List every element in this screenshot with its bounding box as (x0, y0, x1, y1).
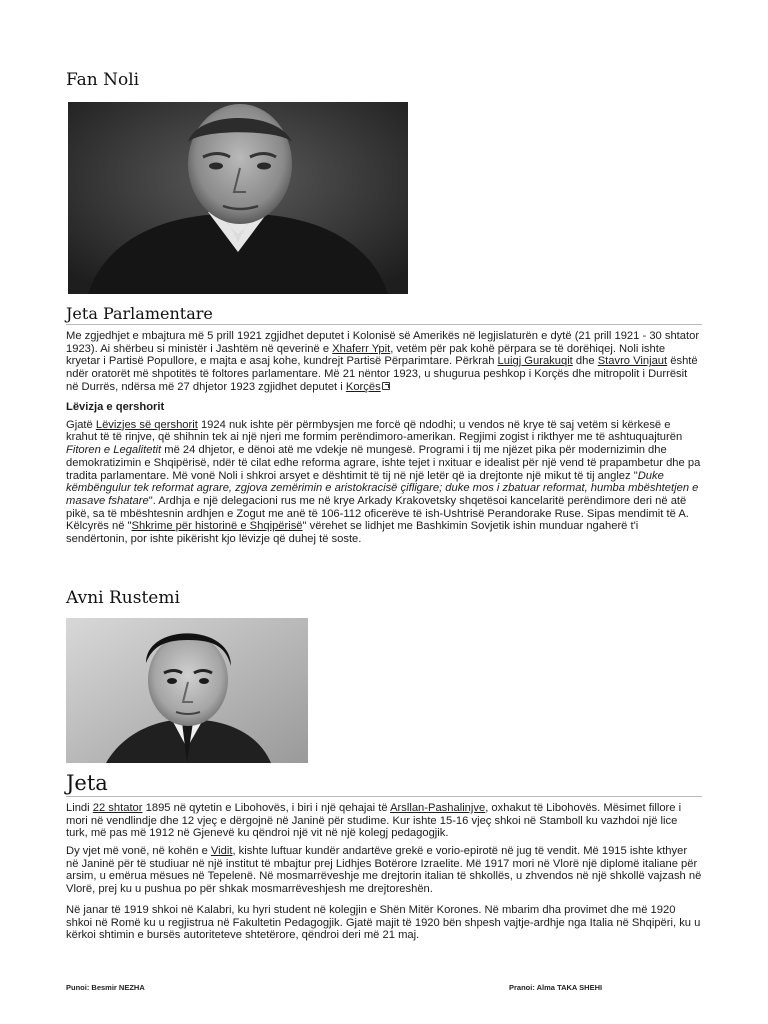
inline-link[interactable]: Arsllan-Pashalinjve (390, 802, 486, 814)
body-text: , kishte luftuar kundër andartëve grekë e vorio-epirotë në jug të vendit. Më 1915 ishte kthyer në Janinë për të studiuar në një institut të mbajtur prej Lidhjes Botërore Izraelite. Më 1917 mori në Vlorë një diplomë italiane për arsim, u emërua mësues në Tepelenë. Në mosmarrëveshje me drejtorin italian të shkollës, u zhvendos në një shkollë vajzash në Vlorë, prej ku u pushua po për shkak mosmarrëveshjesh me drejtoreshën. (66, 845, 702, 896)
person-title-rustemi: Avni Rustemi (66, 588, 180, 608)
body-text: ". Ardhja e një delegacioni rus me në krye Arkady Krakovetsky shqetësoi kancelaritë perëndimore deri në atë pikë, sa të mbështesnin ardhjen e Zogut me anë të 106-112 oficerëve të ish-Ushtrisë Perandorake Ruse. Sipas mendimit të A. Këlcyrës në " (66, 494, 689, 533)
body-text: Në janar të 1919 shkoi në Kalabri, ku hyri student në kolegjin e Shën Mitër Korones. Në mbarim dha provimet dhe më 1920 shkoi në Romë ku u regjistrua në Fakultetin Pedagogjik. Gjatë majit të 1920 bën shpesh vajtje-ardhje nga Italia në Shqipëri, ku u kërkoi shtimin e bursës autoriteteve shtetërore, qëndroi deri më 21 maj. (66, 904, 701, 942)
body-text: Dy vjet më vonë, në kohën e (66, 845, 211, 857)
noli-paragraph-1 (66, 330, 702, 394)
subheading-levizja-e-qershorit: Lëvizja e qershorit (66, 401, 165, 413)
footer-approver: Pranoi: Alma TAKA SHEHI (509, 983, 603, 992)
body-text: Gjatë (66, 418, 96, 431)
body-text: 1924 nuk ishte për përmbysjen me forcë që ndodhi; u vendos në krye të saj vetëm si kërkesë e krahut të të rinjve, që shihnin tek ai një njeri me formim perëndimoro-amerikan. Regjimi zogist i rikthyer me të ashtuquajturën (66, 418, 683, 444)
noli-portrait-photo (68, 102, 408, 294)
body-text: , vetëm për pak kohë përpara se të dorëhiqej. Noli ishte kryetar i Partisë Popullore, e majta e asaj kohe, kundrejt Partisë Përparimtare. Përkrah (66, 342, 666, 368)
body-text: është ndër oratorët më shpotitës të foltores parlamentare. Më 21 nëntor 1923, u shugurua peshkop i Korçës dhe mitropolit i Durrësit në Durrës, ndërsa më 27 dhjetor 1923 zgjidhet deputet i (66, 355, 698, 393)
inline-link[interactable]: Vidit (210, 845, 233, 857)
footer-author: Punoi: Besmir NEZHA (66, 983, 145, 992)
rustemi-paragraph-1 (66, 802, 702, 840)
external-link-icon[interactable] (382, 382, 390, 390)
inline-link[interactable]: Shkrime për historinë e Shqipërisë (131, 520, 303, 533)
italic-text: Fitoren e Legalitetit (66, 444, 162, 457)
inline-link[interactable]: Lëvizjes së qershorit (95, 418, 198, 431)
rustemi-paragraph-3 (66, 904, 702, 942)
inline-link[interactable]: Stavro Vinjaut (597, 355, 668, 368)
noli-subsection (66, 398, 702, 546)
inline-link[interactable]: Korçës (345, 380, 381, 393)
rustemi-paragraph-2 (66, 845, 702, 896)
italic-text: Duke këmbëngulur tek reformat agrare, zgjova zemërimin e aristokracisë çifligare; duke mos i zbatuar reformat, humba mbështetjen e masave fshatare (66, 469, 699, 507)
inline-link[interactable]: 22 shtator (92, 802, 143, 814)
inline-link[interactable]: Luigj Gurakuqit (497, 355, 573, 368)
body-text: Lindi (66, 802, 93, 814)
body-text: më 24 dhjetor, e dënoi atë me vdekje në mungesë. Programi i tij me njëzet pika për modernizimin dhe demokratizimin e Shqipërisë, ndër të cilat edhe reforma agrare, ishte tejet i nxituar e idealist për një vend të prapambetur dhe pa tradita parlamentare. Më vonë Noli i shkroi arsyet e dështimit të tij në një letër që ia drejtonte një mikut të tij anglez " (66, 444, 701, 482)
section-divider (66, 324, 702, 325)
section-title-jeta: Jeta (66, 771, 108, 795)
person-title-noli: Fan Noli (66, 70, 140, 90)
rustemi-portrait-photo (66, 618, 308, 763)
section-title-jeta-parlamentare: Jeta Parlamentare (66, 304, 213, 323)
body-text: , oxhakut të Libohovës. Mësimet fillore i mori në vendlindje dhe 12 vjeç e dërgojnë në Janinë për studime. Kur ishte 15-16 vjeç shkoi në Stamboll ku vazhdoi një lice turk, më pas më 1912 në Gjenevë ku qëndroi një vit në një kolegj pedagogjik. (66, 802, 682, 840)
body-text: Me zgjedhjet e mbajtura më 5 prill 1921 zgjidhet deputet i Kolonisë së Amerikës në legjislaturën e dytë (21 prill 1921 - 30 shtator 1923). Ai shërbeu si ministër i Jashtëm në qeverinë e (66, 330, 700, 355)
body-text: 1895 në qytetin e Libohovës, i biri i një qehajai të (142, 802, 391, 814)
inline-link[interactable]: Xhaferr Ypit (332, 342, 391, 355)
body-text: dhe (572, 355, 598, 368)
section-divider (66, 796, 702, 797)
body-text: " vërehet se lidhjet me Bashkimin Sovjetik ishin munduar ngaherë t'i sendërtonin, por ishte pikërisht kjo lëvizje që duhej të soste. (66, 520, 639, 546)
